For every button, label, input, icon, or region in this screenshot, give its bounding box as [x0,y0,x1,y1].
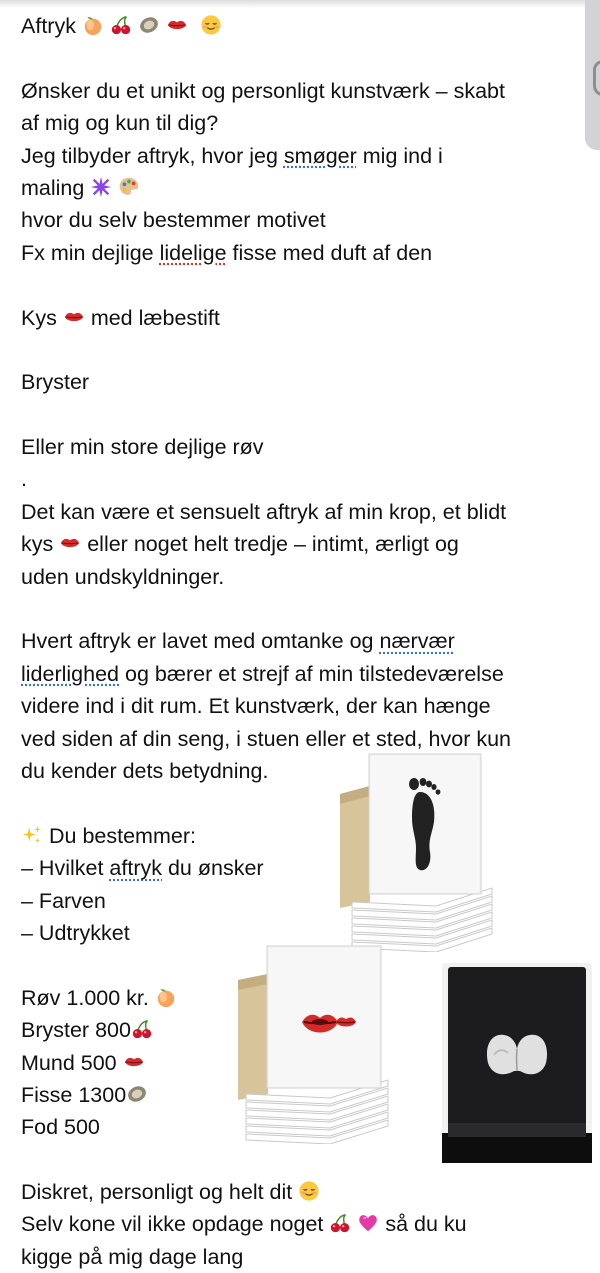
text-span: Kys [21,305,57,330]
text-line: Bryster [21,370,90,395]
text-line [21,625,591,657]
price-text: Bryster 800 [21,1018,131,1043]
sparkles-icon [21,824,43,846]
spacer [21,42,591,74]
spellcheck-word[interactable]: smøger [283,143,357,168]
text-line [21,140,591,172]
cherries-icon [110,14,132,36]
spellcheck-word[interactable]: nærvær [379,629,455,654]
spacer [21,334,591,366]
text-line: – Udtrykket [21,920,130,945]
peach-icon [82,14,104,36]
text-line: videre ind i dit rum. Et kunstværk, der kan hænge [21,694,491,719]
spellcheck-word[interactable]: aftryk [109,856,162,881]
spacer [21,593,591,625]
text-line: hvor du selv bestemmer motivet [21,208,326,233]
peach-icon [155,986,177,1008]
butt-print-photo [442,963,592,1163]
text-span: og bærer et strejf af min tilstedeværelse [119,661,504,686]
text-span: du ønsker [162,856,264,881]
kiss-mark-icon [59,532,81,554]
text-line: ved siden af din seng, i stuen eller et sted, hvor kun [21,726,512,751]
spacer [21,399,591,431]
text-line: du kender dets betydning. [21,758,269,783]
text-line: – Farven [21,888,106,913]
text-line [21,658,591,690]
post-title-line [21,10,591,42]
kiss-mark-icon [123,1051,145,1073]
text-span: Du bestemmer: [48,823,196,848]
oyster-icon [126,1083,148,1105]
text-span: eller noget helt tredje – intimt, ærligt og [87,532,459,557]
kiss-mark-icon [63,306,85,328]
text-line: . [21,467,27,492]
text-line: Ønsker du et unikt og personligt kunstværk – skabt [21,78,505,103]
post-title: Aftryk [21,14,76,38]
text-span: – Hvilket [21,856,110,881]
price-text: Røv 1.000 kr. [21,985,149,1010]
text-line: kigge på mig dage lang [21,1244,244,1269]
text-span: maling [21,175,85,200]
purple-sparkle-icon [90,176,112,198]
lips-canvas-photo [238,944,390,1144]
text-line: Eller min store dejlige røv [21,435,264,460]
text-line: uden undskyldninger. [21,564,225,589]
cherries-icon [131,1018,153,1040]
text-span: fisse med duft af den [226,240,433,265]
footprint-canvas-photo [340,752,495,952]
text-span: Selv kone vil ikke opdage noget [21,1212,324,1237]
oyster-icon [138,14,160,36]
text-line: Det kan være et sensuelt aftryk af min krop, et blidt [21,499,507,524]
text-line [21,528,591,560]
price-text: Fod 500 [21,1115,100,1140]
cherries-icon [329,1212,351,1234]
kiss-mark-icon [166,14,188,36]
text-line [21,172,591,204]
spacer [21,787,591,819]
text-line [21,820,591,852]
spellcheck-word[interactable]: lidelige [159,240,227,265]
relieved-face-icon [200,14,222,36]
text-line [21,1208,591,1240]
text-span: mig ind i [356,143,443,168]
text-line [21,237,591,269]
text-span: Hvert aftryk er lavet med omtanke og [21,629,380,654]
relieved-face-icon [298,1180,320,1202]
pink-heart-icon [357,1212,379,1234]
text-span: med læbestift [90,305,220,330]
text-span: Diskret, personligt og helt dit [21,1180,293,1205]
text-span: Fx min dejlige [21,240,160,265]
spacer [21,269,591,301]
text-line: af mig og kun til dig? [21,111,219,136]
text-span: så du ku [385,1212,467,1237]
top-shadow [0,0,600,8]
price-text: Fisse 1300 [21,1082,127,1107]
text-line [21,852,591,884]
spellcheck-word[interactable]: liderlighed [21,661,120,686]
text-span: Jeg tilbyder aftryk, hvor jeg [21,143,284,168]
text-span: kys [21,532,54,557]
artist-palette-icon [118,176,140,198]
text-line [21,1176,591,1208]
text-line [21,302,591,334]
price-text: Mund 500 [21,1050,117,1075]
